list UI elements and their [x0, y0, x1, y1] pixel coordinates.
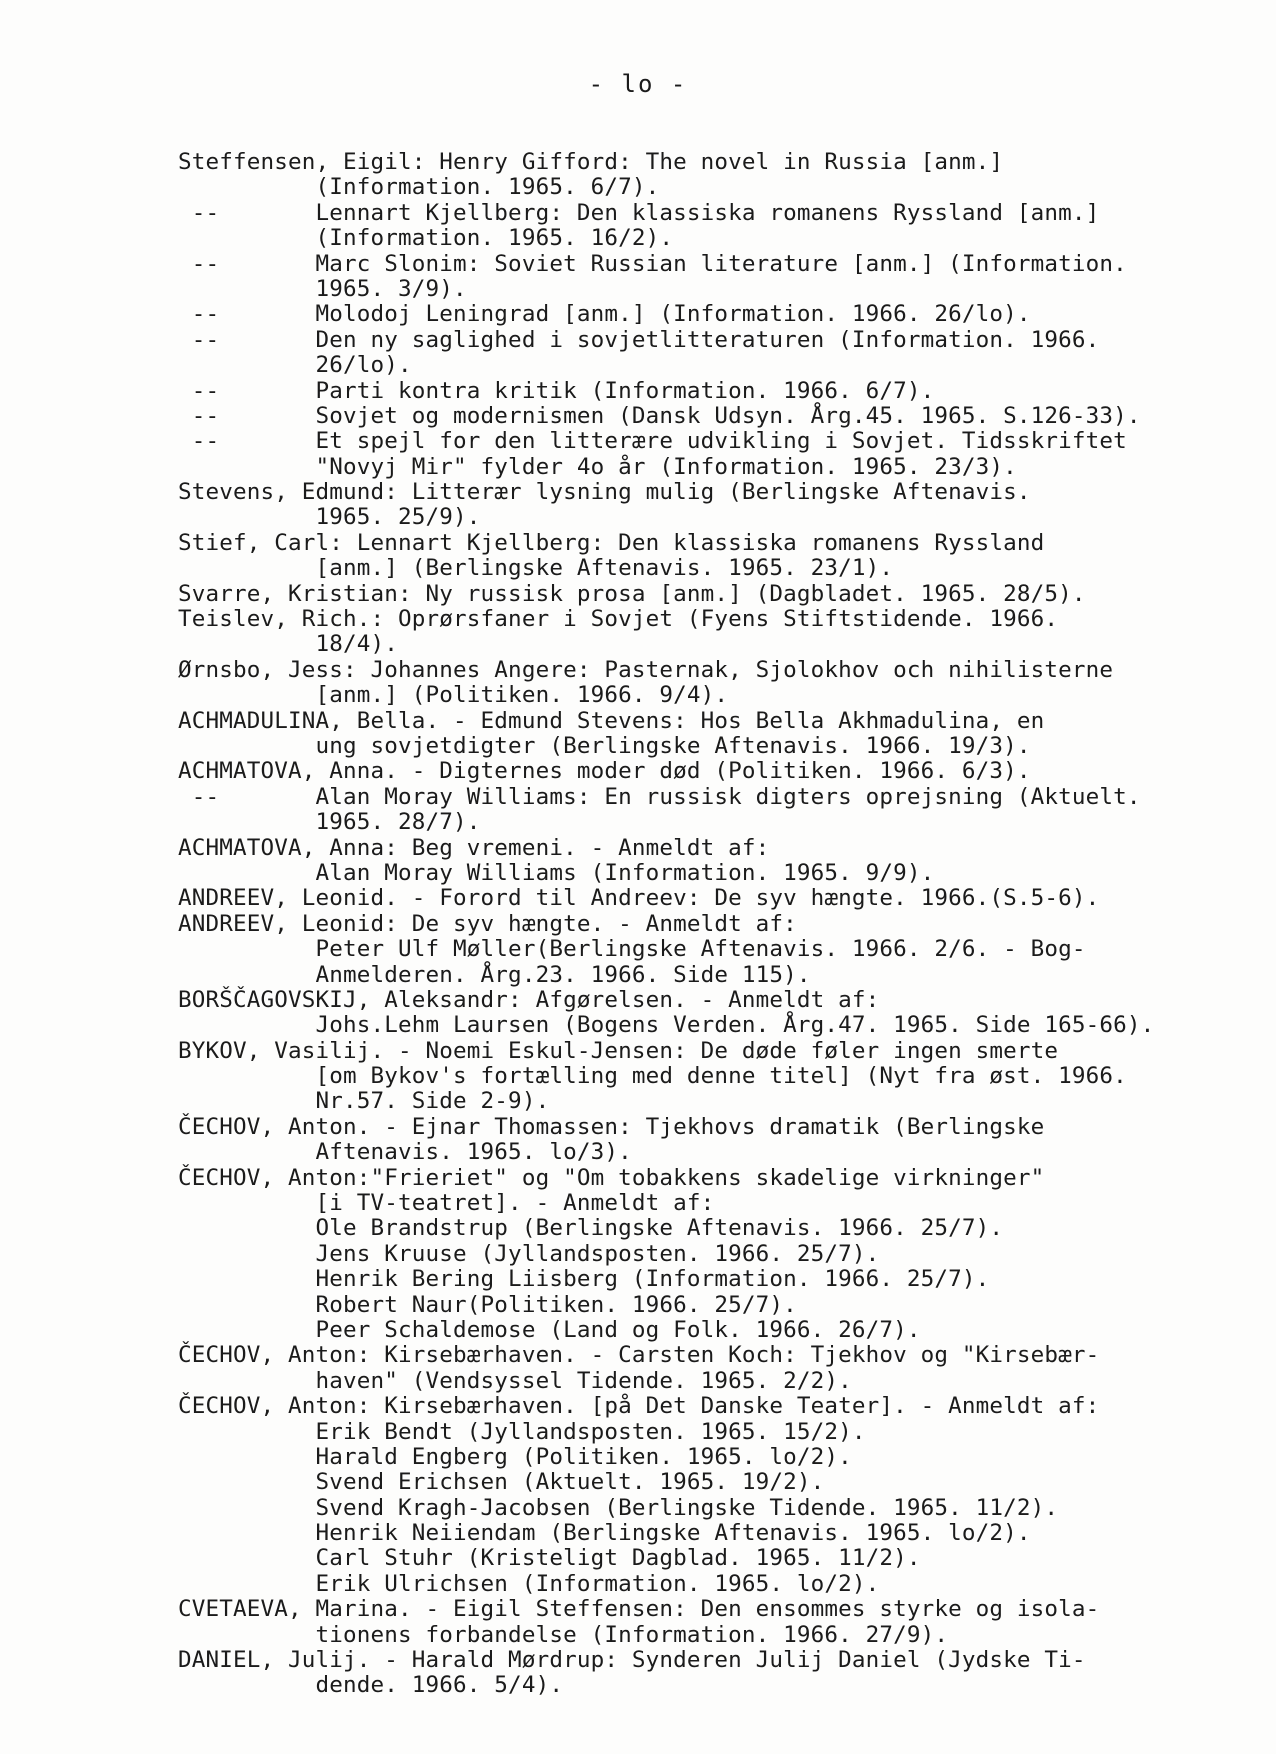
bibliography-line: Peer Schaldemose (Land og Folk. 1966. 26/7).	[178, 1316, 921, 1343]
bibliography-line: ACHMADULINA, Bella. - Edmund Stevens: Hos Bella Akhmadulina, en	[178, 707, 1045, 734]
bibliography-line: Robert Naur(Politiken. 1966. 25/7).	[178, 1291, 797, 1318]
bibliography-line: tionens forbandelse (Information. 1966. 27/9).	[178, 1621, 949, 1648]
bibliography-line: [anm.] (Berlingske Aftenavis. 1965. 23/1).	[178, 555, 894, 582]
bibliography-line: Johs.Lehm Laursen (Bogens Verden. Årg.47. 1965. Side 165-66).	[178, 1012, 1155, 1039]
bibliography-line: 1965. 28/7).	[178, 809, 481, 836]
bibliography-line: Ole Brandstrup (Berlingske Aftenavis. 1966. 25/7).	[178, 1215, 1004, 1242]
bibliography-line: ANDREEV, Leonid: De syv hængte. - Anmeldt af:	[178, 910, 797, 937]
bibliography-line: -- Alan Moray Williams: En russisk digters oprejsning (Aktuelt.	[178, 783, 1141, 810]
bibliography-line: -- Sovjet og modernismen (Dansk Udsyn. Årg.45. 1965. S.126-33).	[178, 402, 1141, 429]
bibliography-line: ČECHOV, Anton: Kirsebærhaven. [på Det Danske Teater]. - Anmeldt af:	[178, 1393, 1100, 1420]
bibliography-line: haven" (Vendsyssel Tidende. 1965. 2/2).	[178, 1367, 852, 1394]
bibliography-line: Stevens, Edmund: Litterær lysning mulig (Berlingske Aftenavis.	[178, 479, 1031, 506]
bibliography-line: ACHMATOVA, Anna. - Digternes moder død (Politiken. 1966. 6/3).	[178, 758, 1031, 785]
bibliography-line: ČECHOV, Anton. - Ejnar Thomassen: Tjekhovs dramatik (Berlingske	[178, 1113, 1045, 1140]
bibliography-line: ung sovjetdigter (Berlingske Aftenavis. 1966. 19/3).	[178, 732, 1031, 759]
bibliography-line: (Information. 1965. 6/7).	[178, 174, 660, 201]
bibliography-line: Aftenavis. 1965. lo/3).	[178, 1139, 632, 1166]
bibliography-line: Peter Ulf Møller(Berlingske Aftenavis. 1966. 2/6. - Bog-	[178, 936, 1086, 963]
bibliography-line: ACHMATOVA, Anna: Beg vremeni. - Anmeldt af:	[178, 834, 770, 861]
bibliography-line: [i TV-teatret]. - Anmeldt af:	[178, 1190, 715, 1217]
bibliography-line: Svarre, Kristian: Ny russisk prosa [anm.] (Dagbladet. 1965. 28/5).	[178, 580, 1086, 607]
bibliography-line: Svend Erichsen (Aktuelt. 1965. 19/2).	[178, 1469, 825, 1496]
bibliography-line: Steffensen, Eigil: Henry Gifford: The novel in Russia [anm.]	[178, 149, 1004, 175]
bibliography-line: Stief, Carl: Lennart Kjellberg: Den klassiska romanens Ryssland	[178, 529, 1045, 556]
bibliography-line: BYKOV, Vasilij. - Noemi Eskul-Jensen: De døde føler ingen smerte	[178, 1037, 1059, 1064]
bibliography-line: Nr.57. Side 2-9).	[178, 1088, 550, 1115]
bibliography-line: dende. 1966. 5/4).	[178, 1672, 564, 1699]
bibliography-line: ANDREEV, Leonid. - Forord til Andreev: De syv hængte. 1966.(S.5-6).	[178, 885, 1100, 912]
bibliography-list	[178, 150, 1248, 1699]
bibliography-line: Jens Kruuse (Jyllandsposten. 1966. 25/7).	[178, 1240, 880, 1267]
bibliography-line: 1965. 25/9).	[178, 504, 481, 531]
bibliography-line: Anmelderen. Årg.23. 1966. Side 115).	[178, 961, 811, 988]
bibliography-line: [anm.] (Politiken. 1966. 9/4).	[178, 682, 729, 709]
bibliography-line: Erik Bendt (Jyllandsposten. 1965. 15/2).	[178, 1418, 866, 1445]
bibliography-line: ČECHOV, Anton:"Frieriet" og "Om tobakkens skadelige virkninger"	[178, 1164, 1045, 1191]
bibliography-line: "Novyj Mir" fylder 4o år (Information. 1965. 23/3).	[178, 453, 1017, 480]
bibliography-line: DANIEL, Julij. - Harald Mørdrup: Synderen Julij Daniel (Jydske Ti-	[178, 1647, 1086, 1674]
bibliography-line: Carl Stuhr (Kristeligt Dagblad. 1965. 11/2).	[178, 1545, 921, 1572]
bibliography-line: Henrik Neiiendam (Berlingske Aftenavis. 1965. lo/2).	[178, 1520, 1031, 1547]
bibliography-line: Henrik Bering Liisberg (Information. 1966. 25/7).	[178, 1266, 990, 1293]
bibliography-line: CVETAEVA, Marina. - Eigil Steffensen: Den ensommes styrke og isola-	[178, 1596, 1100, 1623]
bibliography-line: Erik Ulrichsen (Information. 1965. lo/2).	[178, 1570, 880, 1597]
bibliography-line: -- Parti kontra kritik (Information. 1966. 6/7).	[178, 377, 935, 404]
bibliography-line: 18/4).	[178, 631, 399, 658]
bibliography-line: -- Et spejl for den litterære udvikling i Sovjet. Tidsskriftet	[178, 428, 1127, 455]
bibliography-line: ČECHOV, Anton: Kirsebærhaven. - Carsten Koch: Tjekhov og "Kirsebær-	[178, 1342, 1100, 1369]
bibliography-line: BORŠČAGOVSKIJ, Aleksandr: Afgørelsen. - Anmeldt af:	[178, 986, 880, 1013]
bibliography-line: [om Bykov's fortælling med denne titel] (Nyt fra øst. 1966.	[178, 1063, 1127, 1090]
bibliography-line: 1965. 3/9).	[178, 275, 467, 302]
bibliography-line: 26/lo).	[178, 352, 412, 379]
bibliography-line: (Information. 1965. 16/2).	[178, 225, 674, 252]
bibliography-line: -- Den ny saglighed i sovjetlitteraturen (Information. 1966.	[178, 326, 1100, 353]
bibliography-line: -- Lennart Kjellberg: Den klassiska romanens Ryssland [anm.]	[178, 199, 1100, 226]
bibliography-line: Alan Moray Williams (Information. 1965. 9/9).	[178, 859, 935, 886]
bibliography-line: Harald Engberg (Politiken. 1965. lo/2).	[178, 1443, 852, 1470]
bibliography-line: -- Molodoj Leningrad [anm.] (Information. 1966. 26/lo).	[178, 301, 1031, 328]
bibliography-line: -- Marc Slonim: Soviet Russian literature [anm.] (Information.	[178, 250, 1127, 277]
page-number: - lo -	[588, 70, 688, 98]
bibliography-line: Ørnsbo, Jess: Johannes Angere: Pasternak, Sjolokhov och nihilisterne	[178, 656, 1114, 683]
bibliography-line: Svend Kragh-Jacobsen (Berlingske Tidende. 1965. 11/2).	[178, 1494, 1059, 1521]
bibliography-line: Teislev, Rich.: Oprørsfaner i Sovjet (Fyens Stiftstidende. 1966.	[178, 606, 1059, 633]
